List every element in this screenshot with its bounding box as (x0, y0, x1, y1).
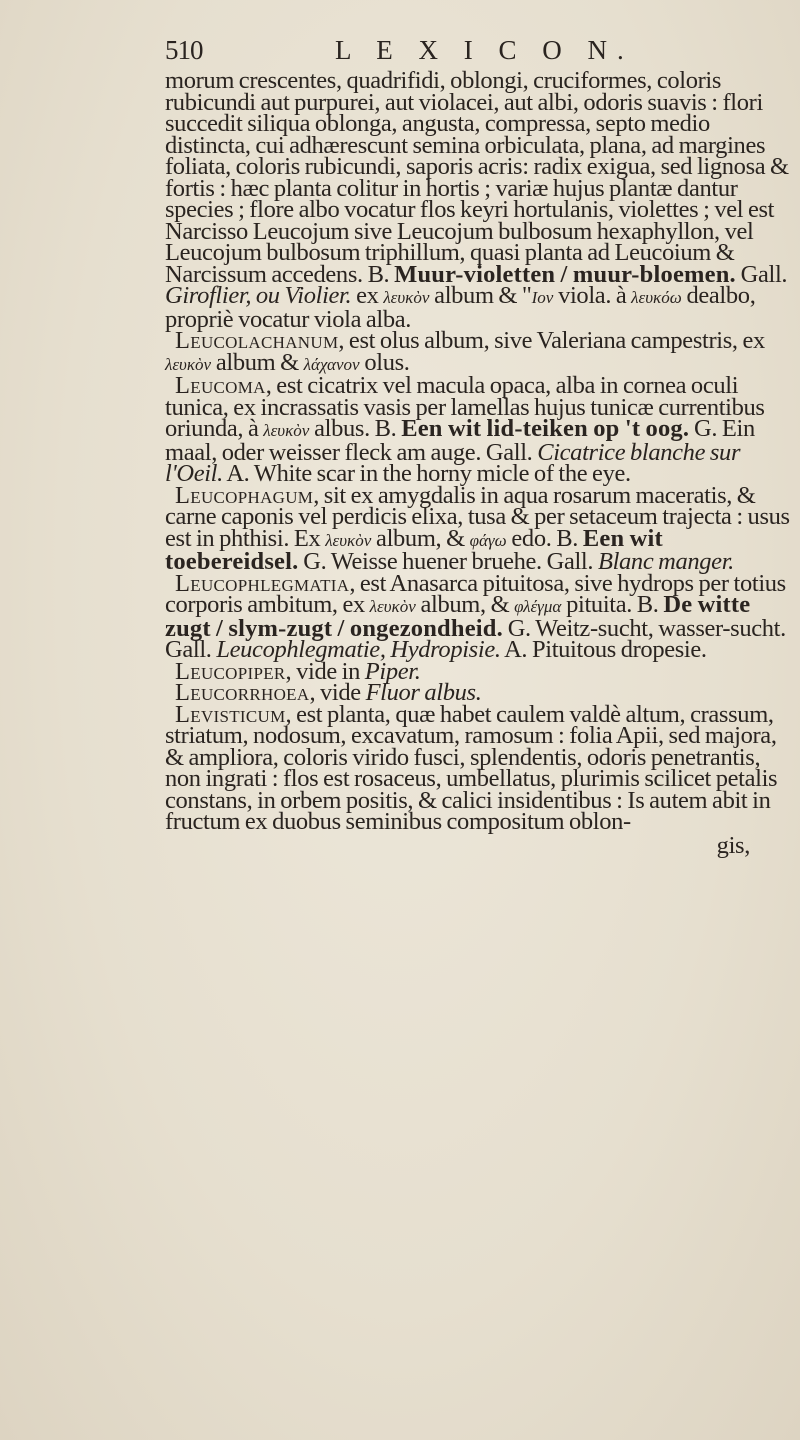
entry-leucoma (165, 372, 790, 487)
entry-text: , est planta, quæ habet caulem valdè altum, crassum, striatum, nodosum, excavatum, ramosum : folia Apii, sed majora, & ampliora, coloris virido fusci, splendentis, odoris penetrantis, non ingrati : flos est rosaceus, umbellatus, plurimis scilicet petalis constans, in orbem positis, & calici insidentibus : Is autem abit in fructum ex duobus seminibus compositum oblon- (165, 700, 778, 835)
headword: Levisticum (175, 700, 286, 728)
dutch-gloss: Een wit lid-teiken op 't oog. (401, 415, 690, 442)
greek-word: λάχανον (303, 354, 360, 374)
running-head: L E X I C O N. (335, 35, 634, 65)
headword: Leucorrhoea (175, 679, 310, 706)
entry-text: , vide (309, 679, 361, 706)
headword: Leucophlegmatia (175, 569, 350, 597)
entry-text: G. Ein maal, oder weisser fleck am auge. Gall. (165, 415, 755, 466)
text-block (165, 35, 790, 859)
greek-word: λευκὸν (165, 354, 212, 374)
continuation-paragraph (165, 67, 790, 333)
greek-word: λευκὸν (383, 288, 430, 307)
greek-word: λευκὸν (369, 597, 416, 616)
headword: Leucoma (175, 372, 266, 399)
entry-leucophlegmatia (165, 569, 790, 663)
entry-leucophagum (165, 481, 790, 575)
continuation-tail: dealbo, propriè vocatur viola alba. (165, 282, 756, 333)
entry-text: , vide in (285, 657, 361, 685)
greek-word: Ιον (531, 288, 554, 307)
entry-text: album, & (420, 591, 510, 618)
entry-levisticum (165, 700, 790, 835)
greek-word: φλέγμα (514, 597, 562, 616)
entry-text: album, & (376, 524, 465, 552)
page-header (165, 35, 790, 66)
entry-leucolachanum (165, 327, 790, 376)
continuation-text: morum crescentes, quadrifidi, oblongi, cruciformes, coloris rubicundi aut purpurei, aut violacei, aut albi, odoris suavis : flori succedit siliqua oblonga, angusta, compressa, septo medio distincta, cui adhærescunt semina orbiculata, plana, ad margines foliata, coloris rubicundi, saporis acris: radix exigua, sed lignosa & fortis : hæc planta colitur in hortis ; variæ hujus plantæ dantur species ; flore albo vocatur flos keyri hortulanis, violettes ; vel est Narcisso Leucojum sive Leucojum bulbosum hexaphyllon, vel Leucojum bulbosum triphillum, quasi planta ad Leucoium & Narcissum accedens. B. (165, 67, 789, 288)
french-gloss: Cicatrice blanche sur l'Oeil. (165, 438, 741, 487)
cross-reference: Fluor albus. (365, 679, 482, 706)
entry-text: albus. B. (314, 415, 397, 442)
entry-text: A. Pituitous dropesie. (504, 636, 707, 663)
headword: Leucopiper (175, 657, 286, 685)
entry-text: album & (215, 348, 299, 376)
entry-text: , est cicatrix vel macula opaca, alba in cornea oculi tunica, ex incrassatis vasis per lamellas hujus tunicæ currentibus oriunda, à (165, 372, 765, 442)
greek-word: λευκὸν (263, 421, 310, 440)
greek-word: λευκόω (631, 288, 682, 307)
headword: Leucophagum (175, 481, 314, 509)
dutch-gloss: De witte zugt / slym-zugt / ongezondheid. (165, 591, 751, 642)
entry-text: , est Anasarca pituitosa, sive hydrops per totius corporis ambitum, ex (165, 569, 786, 618)
dutch-gloss: Een wit toebereidsel. (165, 524, 663, 575)
greek-word: φάγω (469, 530, 507, 550)
gall-label: Gall. (740, 260, 788, 288)
entry-text: olus. (364, 348, 410, 376)
entry-text: edo. B. (511, 524, 579, 552)
entry-text: A. White scar in the horny micle of the eye. (226, 460, 631, 487)
entry-text: G. Weisse huener bruehe. Gall. (303, 548, 594, 575)
continuation-mid: album & " (434, 282, 532, 309)
catchword: gis, (716, 831, 750, 859)
continuation-mid2: viola. à (558, 282, 627, 309)
headword: Leucolachanum (175, 327, 339, 354)
entry-text: G. Weitz-sucht, wasser-sucht. Gall. (165, 614, 786, 663)
entry-text: pituita. B. (566, 591, 659, 618)
greek-word: λευκὸν (325, 530, 372, 550)
ex-word: ex (356, 282, 379, 309)
entry-text: , est olus album, sive Valeriana campestris, ex (338, 327, 765, 354)
french-gloss: Blanc manger. (597, 548, 734, 575)
page-number: 510 (165, 35, 203, 65)
entry-text: , sit ex amygdalis in aqua rosarum maceratis, & carne caponis vel perdicis elixa, tusa & per setaceum trajecta : usus est in phthisi. Ex (165, 481, 790, 552)
french-gloss: Giroflier, ou Violier. (165, 282, 352, 309)
french-gloss: Leucophlegmatie, Hydropisie. (216, 636, 501, 663)
dutch-gloss: Muur-violetten / muur-bloemen. (394, 260, 736, 288)
cross-reference: Piper. (364, 657, 421, 685)
